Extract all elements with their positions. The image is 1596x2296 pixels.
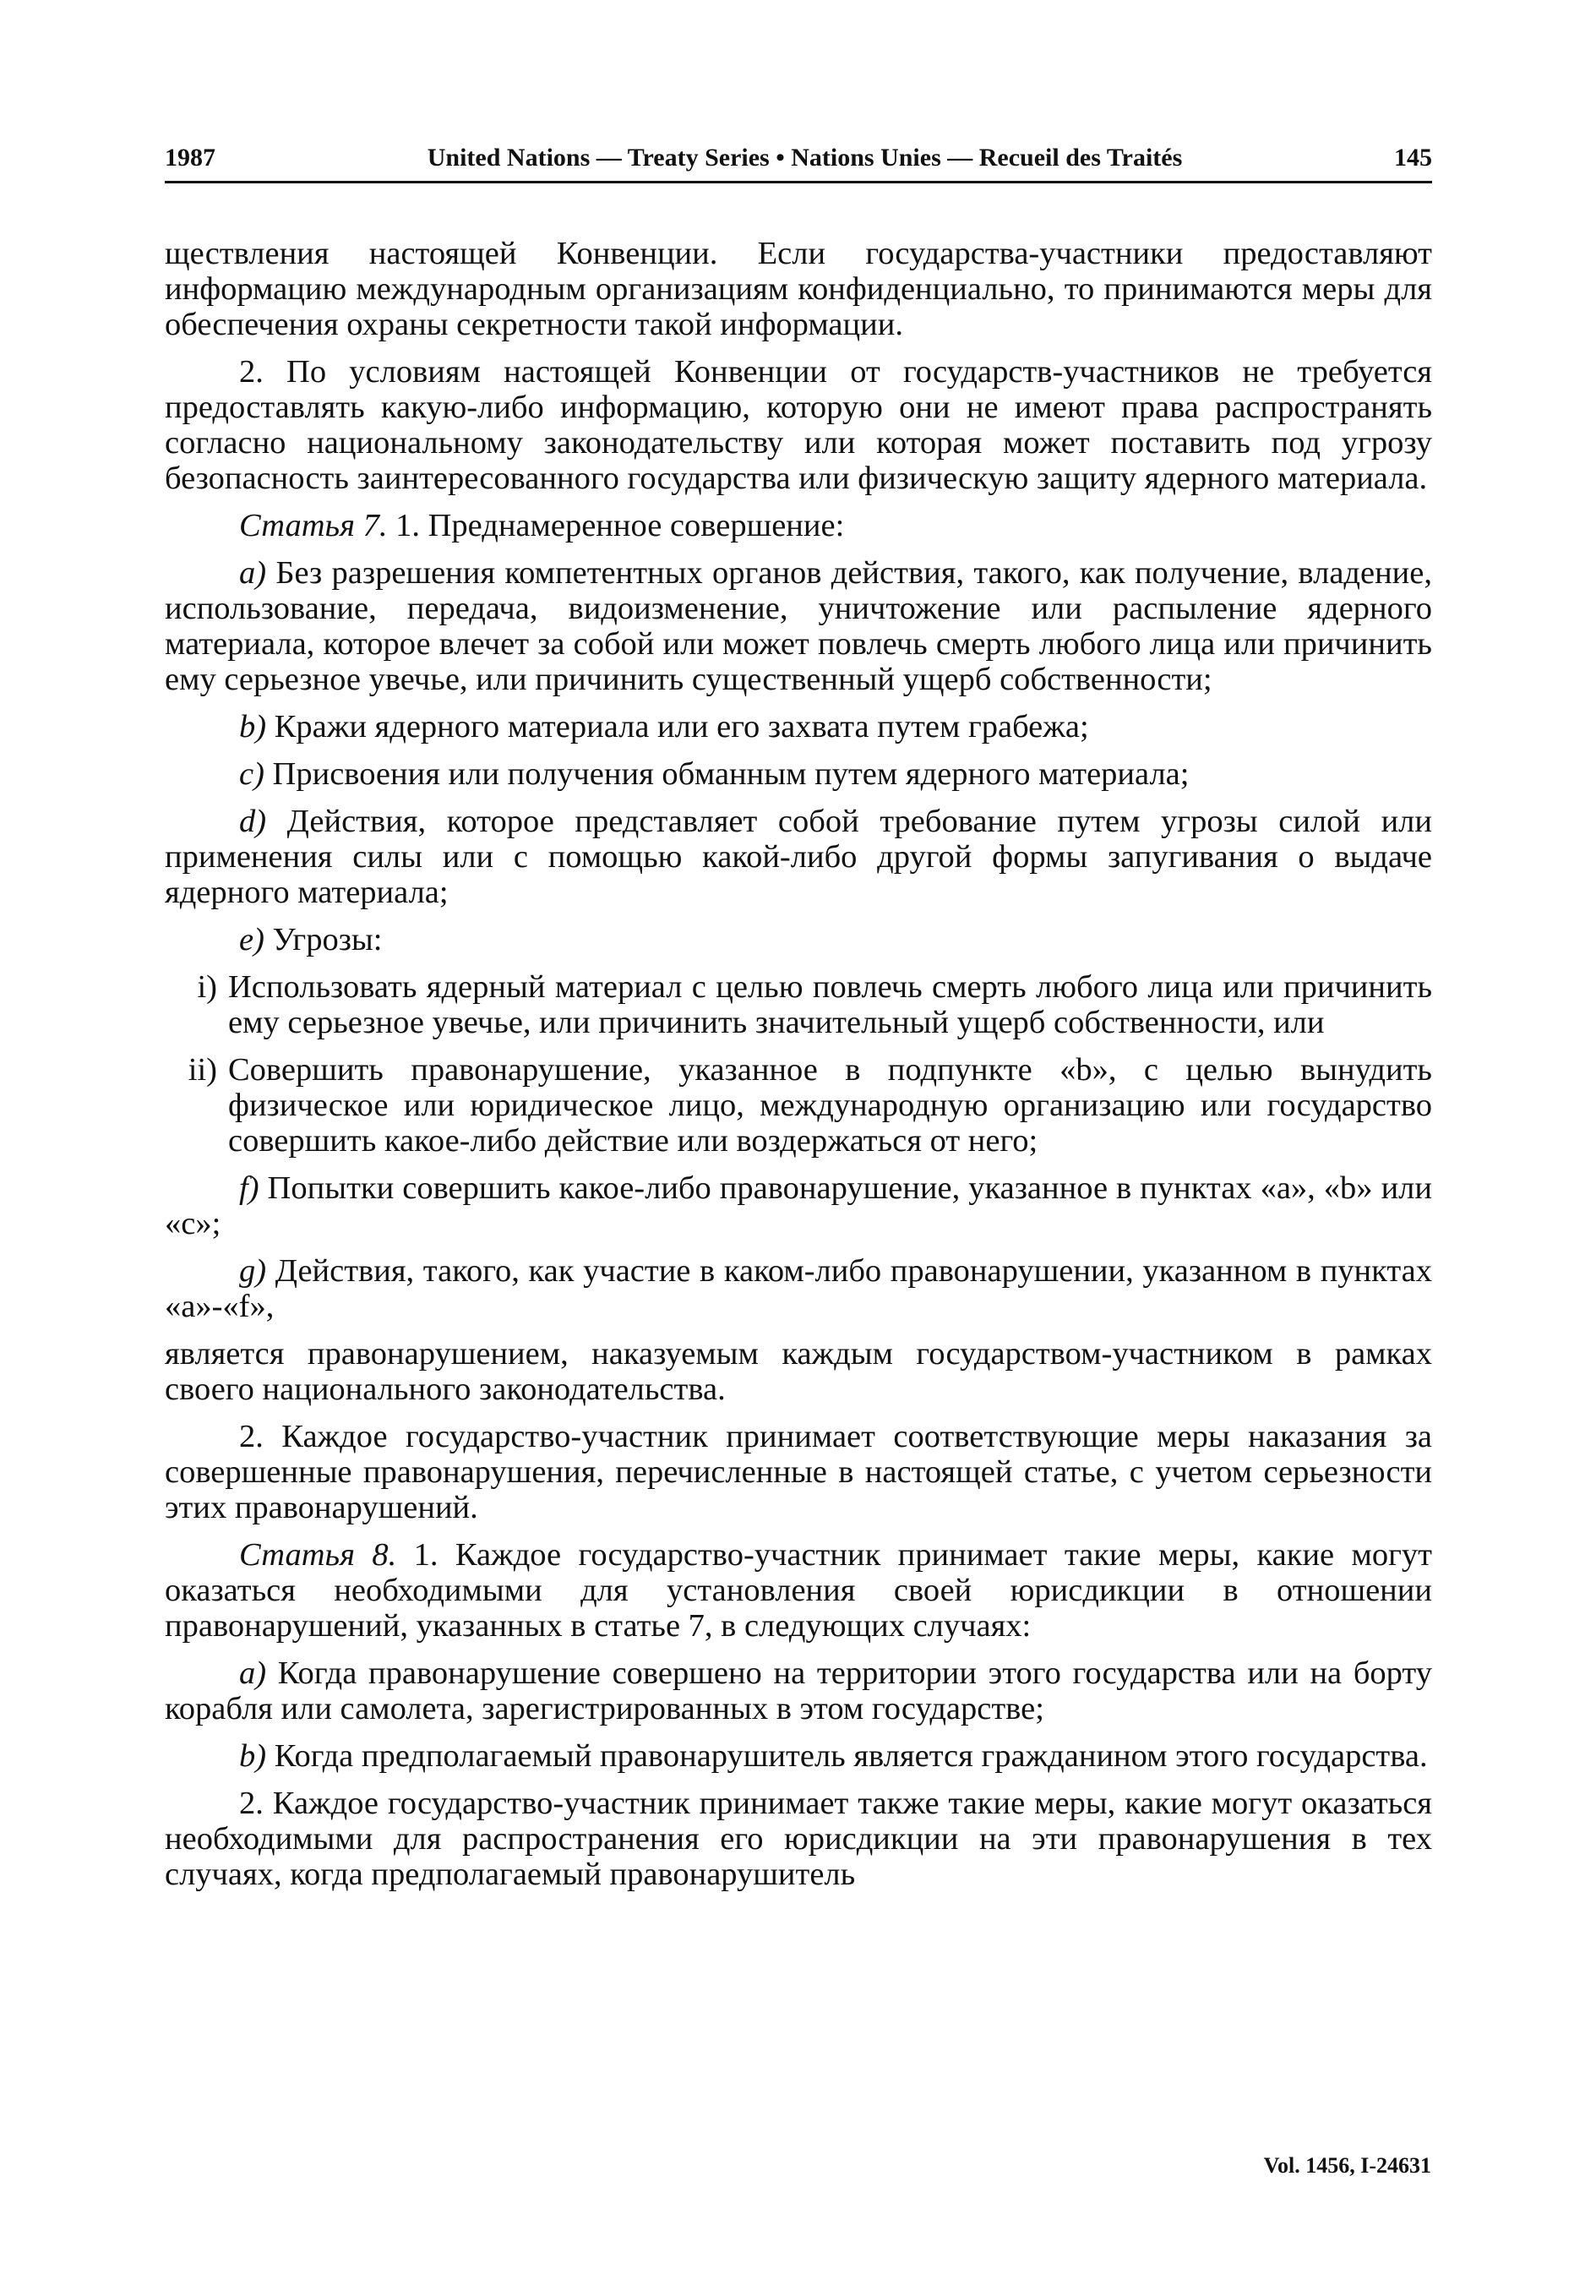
article-8-text: 1. Каждое государство-участник принимает такие меры, какие могут оказаться необходимыми для установления своей юрисдикции в отношении правонарушений, указанных в статье 7, в следующих случаях:: [165, 1537, 1433, 1644]
article-8-heading: [165, 1537, 1432, 1644]
art8-item-b: [165, 1738, 1432, 1774]
paragraph-art8-2: 2. Каждое государство-участник принимает также такие меры, какие могут оказаться необходимыми для распространения его юрисдикции на эти правонарушения в тех случаях, когда предполагаемый правонарушитель: [165, 1786, 1432, 1892]
art7-item-b: [165, 709, 1432, 744]
header-year: 1987: [165, 144, 215, 172]
article-7-heading: [165, 508, 1432, 543]
paragraph-art7-2: 2. Каждое государство-участник принимает соответствующие меры наказания за совершенные правонарушения, перечисленные в настоящей статье, с учетом серьезности этих правонарушений.: [165, 1419, 1432, 1525]
subitem-i-text: Использовать ядерный материал с целью повлечь смерть любого лица или причинить ему серьезное увечье, или причинить значительный ущерб собственности, или: [228, 969, 1432, 1040]
item-c-text: Присвоения или получения обманным путем ядерного материала;: [264, 756, 1190, 792]
art7-subitem-i: [165, 969, 1432, 1040]
art7-item-f: [165, 1170, 1432, 1241]
art8-item-a-label: a): [239, 1655, 267, 1691]
art7-subitem-ii: [165, 1052, 1432, 1159]
paragraph-art7-closing: является правонарушением, наказуемым каждым государством-участником в рамках своего национального законодательства.: [165, 1336, 1432, 1407]
header-title: United Nations — Treaty Series • Nations Unies — Recueil des Traités: [427, 144, 1183, 172]
subitem-i-number: i): [197, 969, 217, 1005]
art8-item-a: [165, 1655, 1432, 1726]
item-b-text: Кражи ядерного материала или его захвата путем грабежа;: [266, 709, 1089, 744]
art7-item-d: [165, 804, 1432, 910]
art7-item-e: [165, 922, 1432, 957]
item-f-text: Попытки совершить какое-либо правонарушение, указанное в пунктах «a», «b» или «c»;: [165, 1170, 1432, 1241]
item-d-text: Действия, которое представляет собой требование путем угрозы силой или применения силы или с помощью какой-либо другой формы запугивания о выдаче ядерного материала;: [165, 804, 1432, 910]
item-a-text: Без разрешения компетентных органов действия, такого, как получение, владение, использование, передача, видоизменение, уничтожение или распыление ядерного материала, которое влечет за собой или может повлечь смерть любого лица или причинить ему серьезное увечье, или причинить существенный ущерб собственности;: [165, 555, 1432, 697]
article-8-label: Статья 8.: [239, 1537, 397, 1573]
art8-item-b-text: Когда предполагаемый правонарушитель является гражданином этого государства.: [266, 1738, 1428, 1774]
item-c-label: c): [239, 756, 264, 792]
paragraph-art6-2: 2. По условиям настоящей Конвенции от государств-участников не требуется предоставлять какую-либо информацию, которую они не имеют права распространять согласно национальному законодательству или которая может поставить под угрозу безопасность заинтересованного государства или физическую защиту ядерного материала.: [165, 354, 1432, 496]
document-page: [165, 144, 1432, 1904]
item-e-text: Угрозы:: [264, 922, 383, 957]
item-g-label: g): [239, 1253, 267, 1289]
item-f-label: f): [239, 1170, 259, 1206]
art7-item-c: [165, 756, 1432, 792]
item-a-label: a): [239, 555, 267, 591]
art7-item-g: [165, 1253, 1432, 1324]
item-g-text: Действия, такого, как участие в каком-либо правонарушении, указанном в пунктах «a»-«f»,: [165, 1253, 1432, 1324]
subitem-ii-number: ii): [188, 1052, 217, 1088]
item-d-label: d): [239, 804, 267, 839]
item-b-label: b): [239, 709, 267, 744]
paragraph-continuation: ществления настоящей Конвенции. Если государства-участники предоставляют информацию международным организациям конфиденциально, то принимаются меры для обеспечения охраны секретности такой информации.: [165, 236, 1432, 342]
volume-reference: Vol. 1456, I-24631: [1263, 2153, 1431, 2178]
header-page-number: 145: [1394, 144, 1432, 172]
article-7-text: 1. Преднамеренное совершение:: [387, 508, 845, 543]
subitem-ii-text: Совершить правонарушение, указанное в подпункте «b», с целью вынудить физическое или юридическое лицо, международную организацию или государство совершить какое-либо действие или воздержаться от него;: [228, 1052, 1432, 1159]
document-body: [165, 236, 1432, 1892]
art8-item-a-text: Когда правонарушение совершено на территории этого государства или на борту корабля или самолета, зарегистрированных в этом государстве;: [165, 1655, 1432, 1726]
art7-item-a: [165, 555, 1432, 697]
art8-item-b-label: b): [239, 1738, 267, 1774]
item-e-label: e): [239, 922, 264, 957]
running-header: [165, 144, 1432, 183]
article-7-label: Статья 7.: [239, 508, 388, 543]
